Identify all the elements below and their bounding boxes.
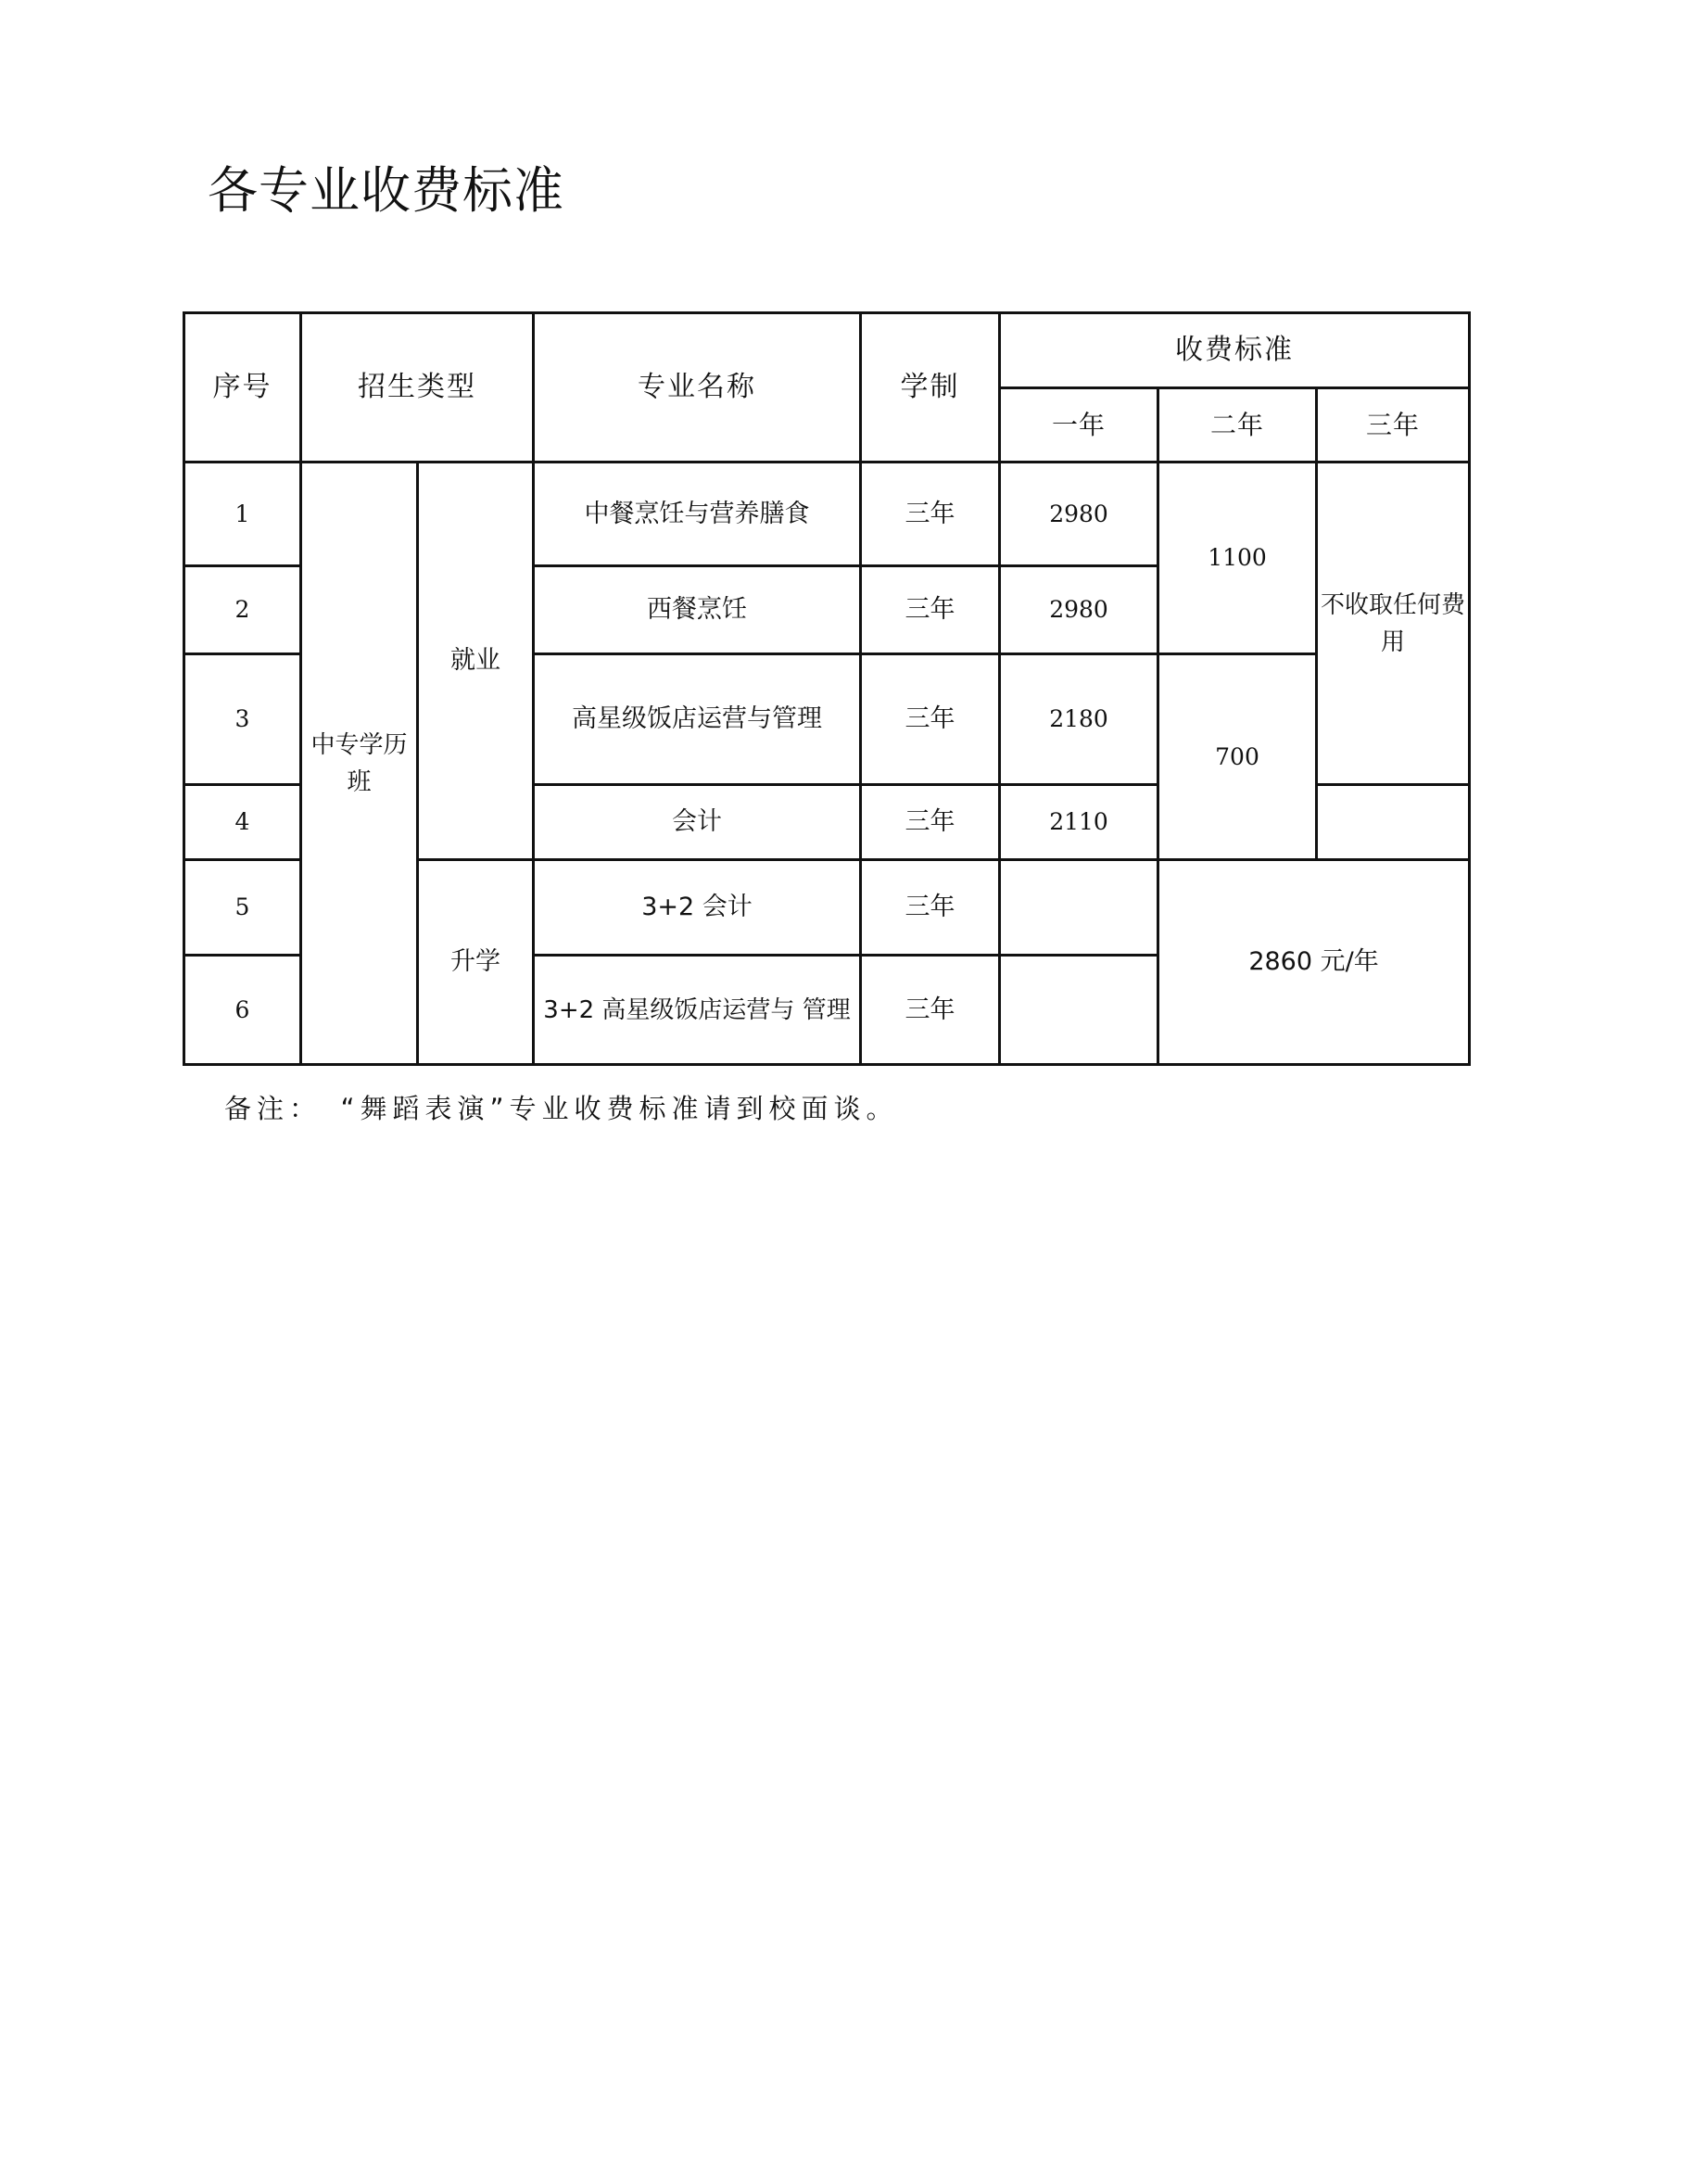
row-major: 西餐烹饪 xyxy=(534,566,861,654)
table-row xyxy=(184,463,1470,566)
row-seq: 1 xyxy=(184,463,301,566)
fee-per-year-merged: 2860 元/年 xyxy=(1158,860,1470,1065)
row-major: 3+2 高星级饭店运营与 管理 xyxy=(534,956,861,1065)
header-seq: 序号 xyxy=(184,313,301,463)
header-fee-standard: 收费标准 xyxy=(1000,313,1470,388)
header-major: 专业名称 xyxy=(534,313,861,463)
group-further-study: 升学 xyxy=(418,860,534,1065)
row-seq: 5 xyxy=(184,860,301,956)
row-seq: 3 xyxy=(184,654,301,785)
group-employment: 就业 xyxy=(418,463,534,860)
row-year1-fee xyxy=(1000,860,1158,956)
group-program: 中专学历班 xyxy=(301,463,418,1065)
footnote: 备注： “舞蹈表演”专业收费标准请到校面谈。 xyxy=(224,1093,899,1124)
row-duration: 三年 xyxy=(861,956,1000,1065)
row-seq: 2 xyxy=(184,566,301,654)
row-year1-fee: 2980 xyxy=(1000,463,1158,566)
fee-table xyxy=(183,311,1471,1066)
row-year1-fee: 2980 xyxy=(1000,566,1158,654)
row-year1-fee: 2110 xyxy=(1000,785,1158,860)
row-major: 高星级饭店运营与管理 xyxy=(534,654,861,785)
header-year1: 一年 xyxy=(1000,388,1158,463)
row-duration: 三年 xyxy=(861,654,1000,785)
row-year1-fee: 2180 xyxy=(1000,654,1158,785)
row-major: 会计 xyxy=(534,785,861,860)
row-major: 中餐烹饪与营养膳食 xyxy=(534,463,861,566)
row-seq: 4 xyxy=(184,785,301,860)
row-duration: 三年 xyxy=(861,785,1000,860)
row-seq: 6 xyxy=(184,956,301,1065)
row-year1-fee xyxy=(1000,956,1158,1065)
row-duration: 三年 xyxy=(861,463,1000,566)
year2-fee-merged: 700 xyxy=(1158,654,1317,860)
header-year3: 三年 xyxy=(1317,388,1470,463)
row-duration: 三年 xyxy=(861,566,1000,654)
header-year2: 二年 xyxy=(1158,388,1317,463)
row-major: 3+2 会计 xyxy=(534,860,861,956)
header-enroll-type: 招生类型 xyxy=(301,313,534,463)
year3-no-fee: 不收取任何费用 xyxy=(1317,463,1470,785)
header-duration: 学制 xyxy=(861,313,1000,463)
year2-fee-merged: 1100 xyxy=(1158,463,1317,654)
year3-fee-empty xyxy=(1317,785,1470,860)
row-duration: 三年 xyxy=(861,860,1000,956)
page-title: 各专业收费标准 xyxy=(208,161,564,220)
